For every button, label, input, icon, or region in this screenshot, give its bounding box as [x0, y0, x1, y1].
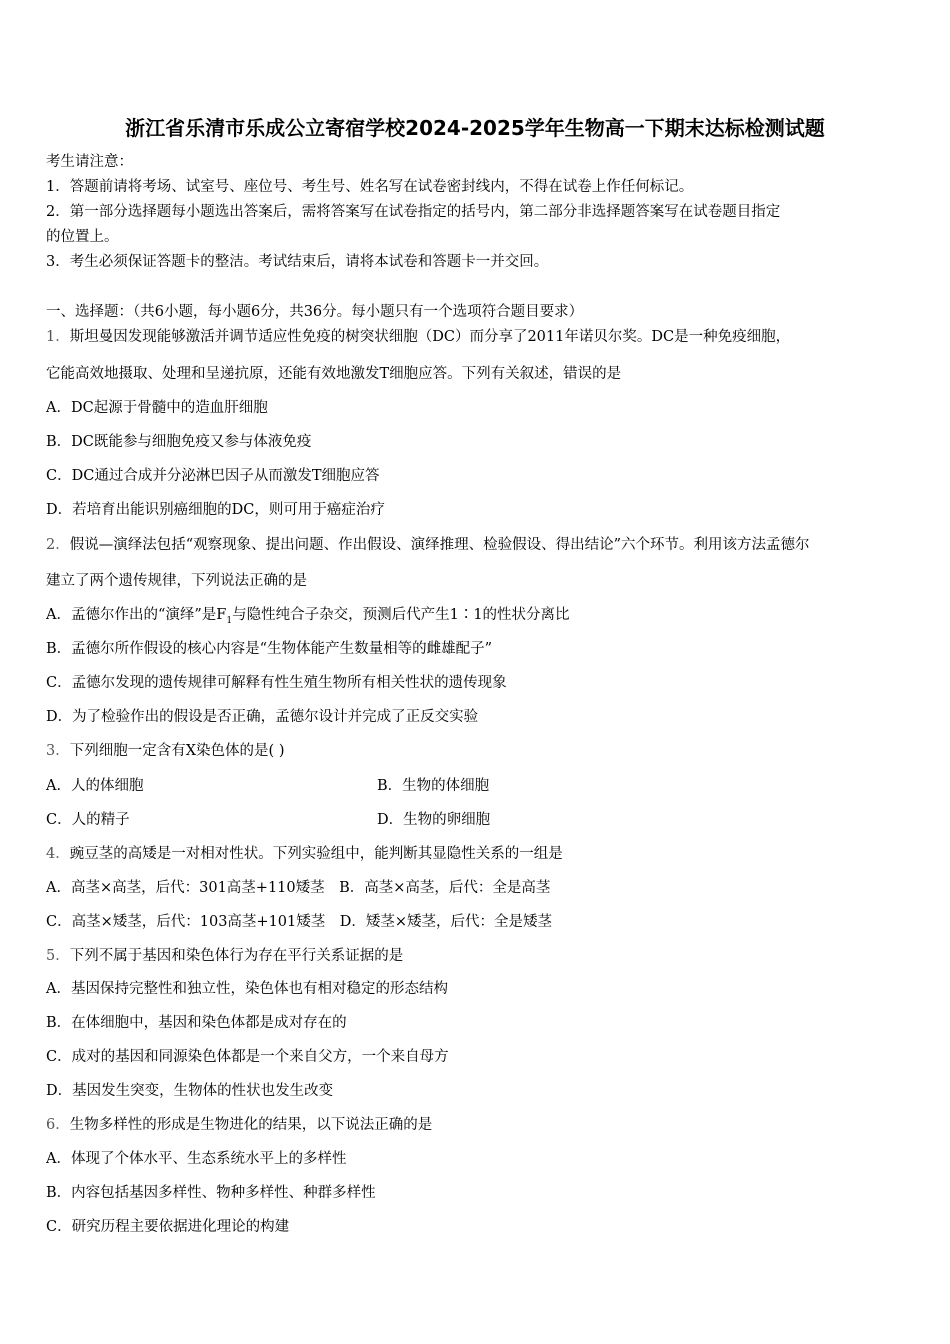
question-2-option-a-text: A．孟德尔作出的“演绎”是F — [46, 607, 227, 623]
question-1-number: 1． — [46, 329, 70, 345]
question-2-option-a-text-end: 与隐性纯合子杂交，预测后代产生1∶1的性状分离比 — [232, 607, 570, 623]
question-6-number: 6． — [46, 1117, 70, 1133]
notice-item-3: 3．考生必须保证答题卡的整洁。考试结束后，请将本试卷和答题卡一并交回。 — [46, 254, 549, 270]
question-6-text: 生物多样性的形成是生物进化的结果，以下说法正确的是 — [69, 1117, 433, 1133]
question-2-text: 假说—演绎法包括“观察现象、提出问题、作出假设、演绎推理、检验假设、得出结论”六个环节。利用该方法孟德尔 — [69, 537, 810, 553]
question-4-stem — [46, 844, 563, 864]
question-3-option-d: D．生物的卵细胞 — [377, 812, 491, 828]
question-5-option-d: D．基因发生突变，生物体的性状也发生改变 — [46, 1083, 334, 1099]
section-heading: 一、选择题：（共6小题，每小题6分，共36分。每小题只有一个选项符合题目要求） — [46, 304, 584, 320]
question-2-stem — [46, 535, 810, 555]
question-1-option-a: A．DC起源于骨髓中的造血肝细胞 — [46, 400, 268, 416]
question-1-option-c: C．DC通过合成并分泌淋巴因子从而激发T细胞应答 — [46, 468, 380, 484]
question-1-text: 斯坦曼因发现能够激活并调节适应性免疫的树突状细胞（DC）而分享了2011年诺贝尔奖。DC是一种免疫细胞， — [69, 329, 791, 345]
question-6-option-b: B．内容包括基因多样性、物种多样性、种群多样性 — [46, 1185, 376, 1201]
question-1-option-b: B．DC既能参与细胞免疫又参与体液免疫 — [46, 434, 312, 450]
question-5-stem — [46, 946, 403, 966]
question-2-stem-cont: 建立了两个遗传规律，下列说法正确的是 — [46, 573, 307, 589]
question-5-option-a: A．基因保持完整性和独立性，染色体也有相对稳定的形态结构 — [46, 981, 448, 997]
question-3-option-c: C．人的精子 — [46, 812, 130, 828]
question-2-option-a-subscript: 1 — [226, 615, 233, 626]
question-6-option-c: C．研究历程主要依据进化理论的构建 — [46, 1219, 290, 1235]
question-6-option-a: A．体现了个体水平、生态系统水平上的多样性 — [46, 1151, 347, 1167]
notice-item-1: 1．答题前请将考场、试室号、座位号、考生号、姓名写在试卷密封线内，不得在试卷上作任何标记。 — [46, 179, 694, 195]
question-4-number: 4． — [46, 846, 70, 862]
question-4-text: 豌豆茎的高矮是一对相对性状。下列实验组中，能判断其显隐性关系的一组是 — [69, 846, 563, 862]
question-4-options-ab: A．高茎×高茎，后代：301高茎+110矮茎 B．高茎×高茎，后代：全是高茎 — [46, 880, 551, 896]
question-1-option-d: D．若培育出能识别癌细胞的DC，则可用于癌症治疗 — [46, 502, 385, 518]
question-2-number: 2． — [46, 537, 70, 553]
question-1-stem-cont: 它能高效地摄取、处理和呈递抗原，还能有效地激发T细胞应答。下列有关叙述，错误的是 — [46, 366, 622, 382]
question-2-option-b: B．孟德尔所作假设的核心内容是“生物体能产生数量相等的雌雄配子” — [46, 641, 492, 657]
question-1-stem — [46, 327, 790, 347]
question-5-option-b: B．在体细胞中，基因和染色体都是成对存在的 — [46, 1015, 347, 1031]
question-5-number: 5． — [46, 948, 70, 964]
notice-item-2-cont: 的位置上。 — [46, 229, 119, 245]
question-3-stem — [46, 741, 284, 761]
notice-item-2: 2．第一部分选择题每小题选出答案后，需将答案写在试卷指定的括号内，第二部分非选择题答案写在试卷题目指定 — [46, 204, 781, 220]
question-2-option-d: D．为了检验作出的假设是否正确，孟德尔设计并完成了正反交实验 — [46, 709, 479, 725]
question-3-number: 3． — [46, 743, 70, 759]
question-3-option-b: B．生物的体细胞 — [377, 778, 490, 794]
notice-heading: 考生请注意： — [46, 154, 133, 170]
question-3-text: 下列细胞一定含有X染色体的是( ) — [69, 743, 285, 759]
question-5-option-c: C．成对的基因和同源染色体都是一个来自父方，一个来自母方 — [46, 1049, 449, 1065]
question-3-option-a: A．人的体细胞 — [46, 778, 144, 794]
exam-title: 浙江省乐清市乐成公立寄宿学校2024-2025学年生物高一下期末达标检测试题 — [125, 116, 825, 140]
question-5-text: 下列不属于基因和染色体行为存在平行关系证据的是 — [69, 948, 404, 964]
question-2-option-c: C．孟德尔发现的遗传规律可解释有性生殖生物所有相关性状的遗传现象 — [46, 675, 507, 691]
question-4-options-cd: C．高茎×矮茎，后代：103高茎+101矮茎 D．矮茎×矮茎，后代：全是矮茎 — [46, 914, 553, 930]
question-6-stem — [46, 1115, 432, 1135]
question-2-option-a — [46, 605, 570, 631]
